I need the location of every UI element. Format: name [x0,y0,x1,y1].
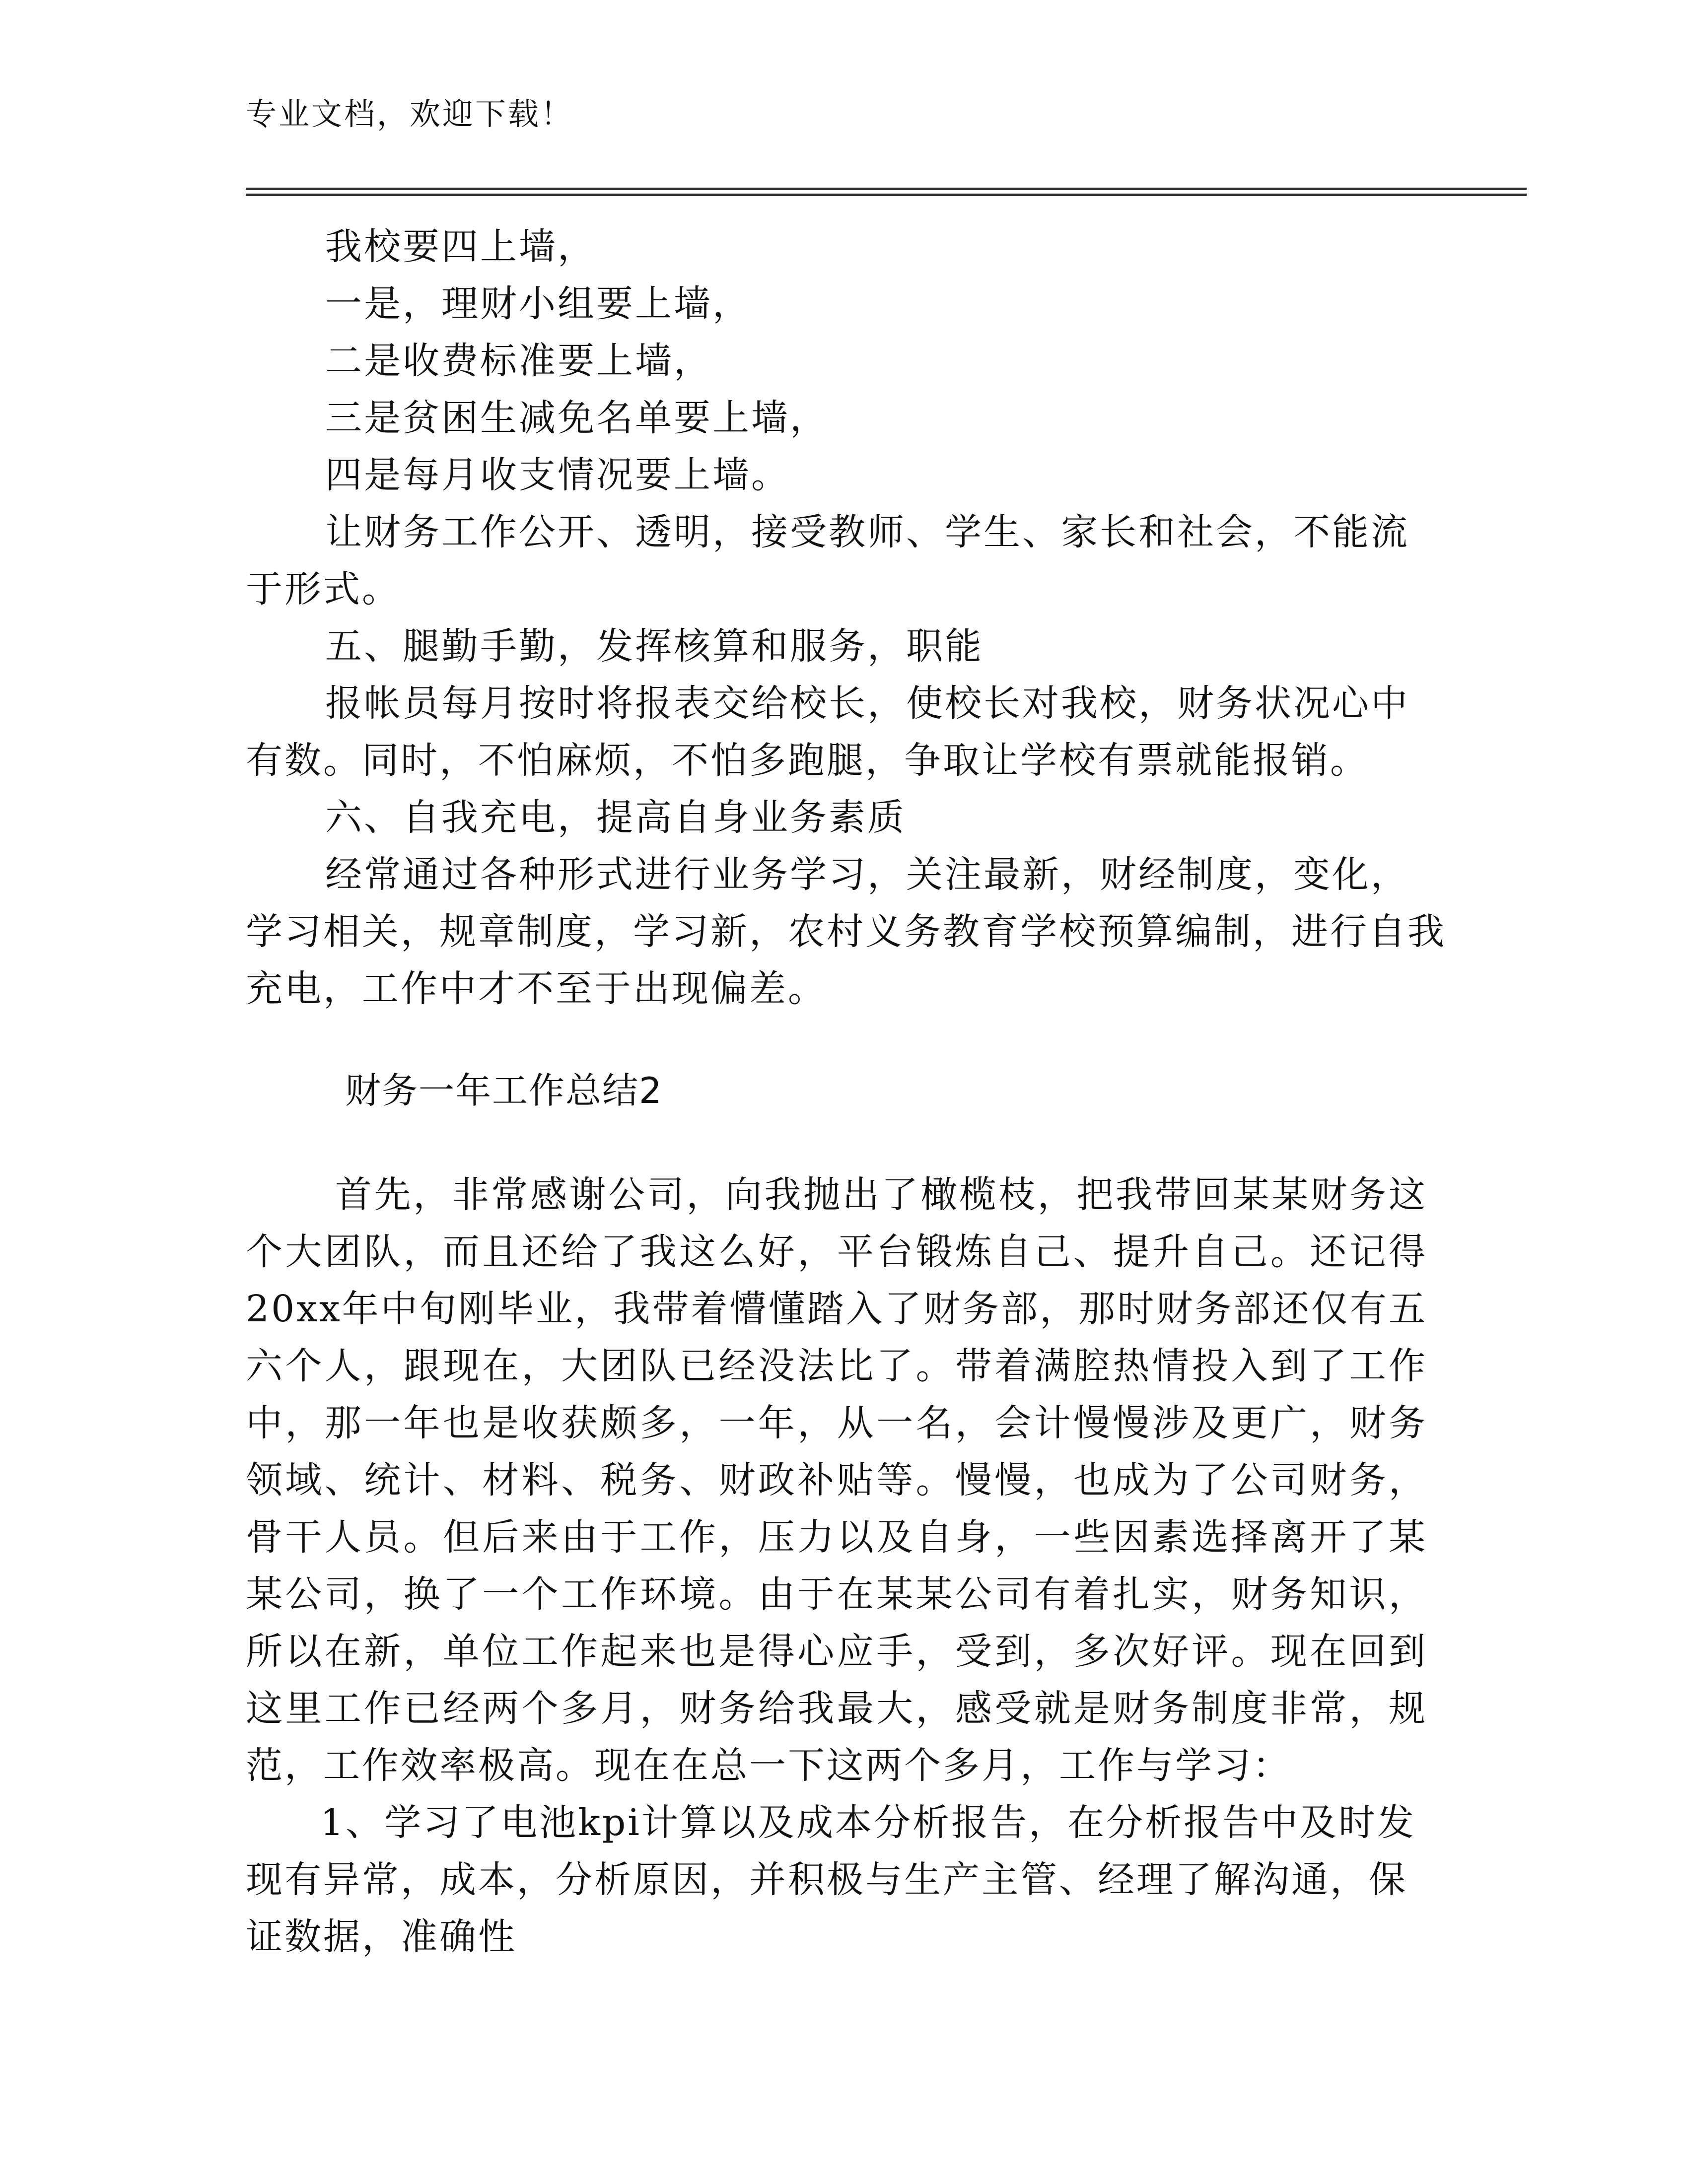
paragraph: 三是贫困生减免名单要上墙， [325,397,829,439]
header-rule-bottom [246,194,1527,196]
paragraph: 报帐员每月按时将报表交给校长，使校长对我校，财务状况心中有数。同时，不怕麻烦，不怕多跑腿，争取让学校有票就能报销。 [246,682,1409,782]
list-item: 1、学习了电池kpi计算以及成本分析报告，在分析报告中及时发现有异常，成本，分析原因，并积极与生产主管、经理了解沟通，保证数据，准确性 [246,1801,1416,1958]
intro-paragraph: 首先，非常感谢公司，向我抛出了橄榄枝，把我带回某某财务这个大团队，而且还给了我这么好，平台锻炼自己、提升自己。还记得20xx年中旬刚毕业，我带着懵懂踏入了财务部，那时财务部还仅有五六个人，跟现在，大团队已经没法比了。带着满腔热情投入到了工作中，那一年也是收获颇多，一年，从一名，会计慢慢涉及更广，财务领域、统计、材料、税务、财政补贴等。慢慢，也成为了公司财务，骨干人员。但后来由于工作，压力以及自身，一些因素选择离开了某某公司，换了一个工作环境。由于在某某公司有着扎实，财务知识，所以在新，单位工作起来也是得心应手，受到，多次好评。现在回到这里工作已经两个多月，财务给我最大，感受就是财务制度非常，规范，工作效率极高。现在在总一下这两个多月，工作与学习： [246,1173,1427,1787]
section-heading-five: 五、腿勤手勤，发挥核算和服务，职能 [325,625,984,668]
section-title: 财务一年工作总结2 [345,1070,663,1111]
spacer [246,1018,1447,1062]
paragraph: 让财务工作公开、透明，接受教师、学生、家长和社会，不能流于形式。 [246,511,1409,611]
document-body [246,218,1447,1966]
header-rule-top [246,188,1527,190]
paragraph: 四是每月收支情况要上墙。 [325,454,790,496]
paragraph: 一是，理财小组要上墙， [325,282,751,325]
paragraph: 我校要四上墙， [325,225,596,268]
paragraph: 二是收费标准要上墙， [325,340,712,382]
page-header: 专业文档，欢迎下载！ [246,96,574,132]
paragraph: 经常通过各种形式进行业务学习，关注最新，财经制度，变化，学习相关，规章制度，学习新，农村义务教育学校预算编制，进行自我充电，工作中才不至于出现偏差。 [246,853,1446,1010]
spacer [246,1119,1447,1166]
section-heading-six: 六、自我充电，提高自身业务素质 [325,796,906,839]
